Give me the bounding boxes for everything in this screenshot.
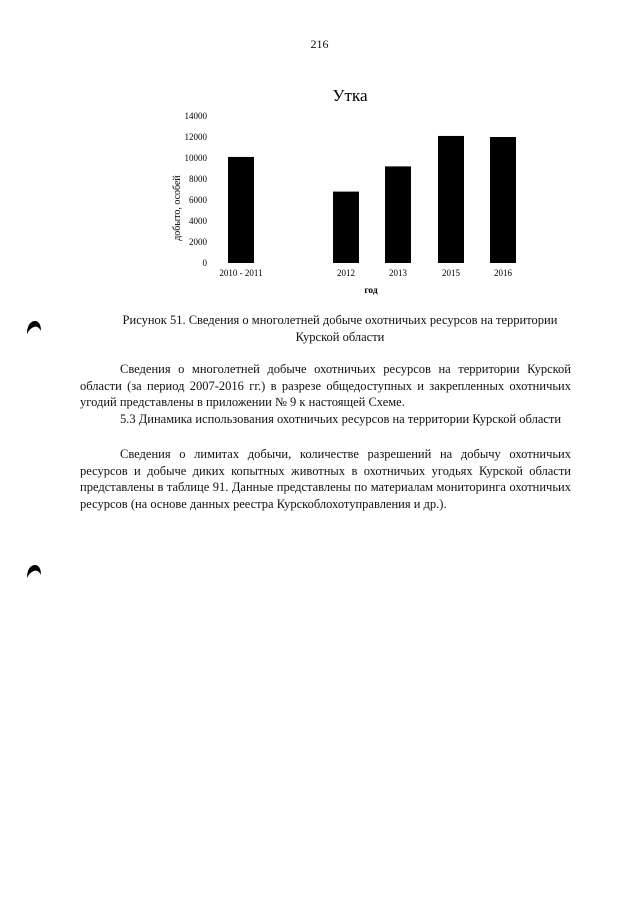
bar: [438, 136, 464, 263]
bars: [228, 136, 516, 263]
bar-chart: [160, 80, 540, 295]
y-tick-labels: [185, 111, 208, 268]
x-tick-label: 2016: [494, 268, 512, 278]
bar: [490, 137, 516, 263]
section-heading-text: 5.3 Динамика использования охотничьих ресурсов на территории Курской области: [120, 412, 562, 426]
section-heading: [80, 411, 571, 428]
x-tick-label: 2012: [337, 268, 355, 278]
y-tick-label: 14000: [184, 111, 207, 121]
y-tick-label: 12000: [184, 132, 207, 142]
paragraph-1: [80, 361, 571, 411]
bar: [385, 166, 411, 263]
binding-hole-mark: [26, 319, 42, 335]
paragraph-2: [80, 446, 571, 512]
y-axis-label: добыто, особей: [172, 175, 183, 241]
chart-title: Утка: [332, 86, 368, 105]
y-tick-label: 8000: [189, 174, 207, 184]
y-tick-label: 0: [202, 258, 207, 268]
x-tick-label: 2015: [442, 268, 460, 278]
bar: [228, 157, 254, 263]
y-tick-label: 4000: [189, 216, 207, 226]
y-tick-label: 6000: [189, 195, 207, 205]
paragraph-2-text: Сведения о лимитах добычи, количестве разрешений на добычу охотничьих ресурсов и добыче диких копытных животных в охотничьих угодьях Курской области представлены в таблице 91. Данные представлены по материалам мониторинга охотничьих ресурсов (на основе данных реестра Курскоблохотуправления и др.).: [80, 447, 571, 511]
x-tick-label: 2010 - 2011: [219, 268, 263, 278]
paragraph-1-text: Сведения о многолетней добыче охотничьих ресурсов на территории Курской области (за период 2007-2016 гг.) в разрезе общедоступных и закрепленных охотничьих угодий представлены в приложении № 9 к настоящей Схеме.: [80, 362, 571, 409]
x-tick-label: 2013: [389, 268, 407, 278]
page-number: 216: [310, 37, 329, 51]
y-tick-label: 10000: [184, 153, 207, 163]
figure-caption: Рисунок 51. Сведения о многолетней добыче охотничьих ресурсов на территории Курской области: [122, 313, 558, 344]
chart-canvas: [160, 80, 540, 295]
y-tick-label: 2000: [189, 237, 207, 247]
bar: [333, 192, 359, 263]
x-tick-labels: [219, 268, 512, 278]
x-axis-label: год: [364, 286, 378, 295]
binding-hole-mark: [26, 563, 42, 579]
